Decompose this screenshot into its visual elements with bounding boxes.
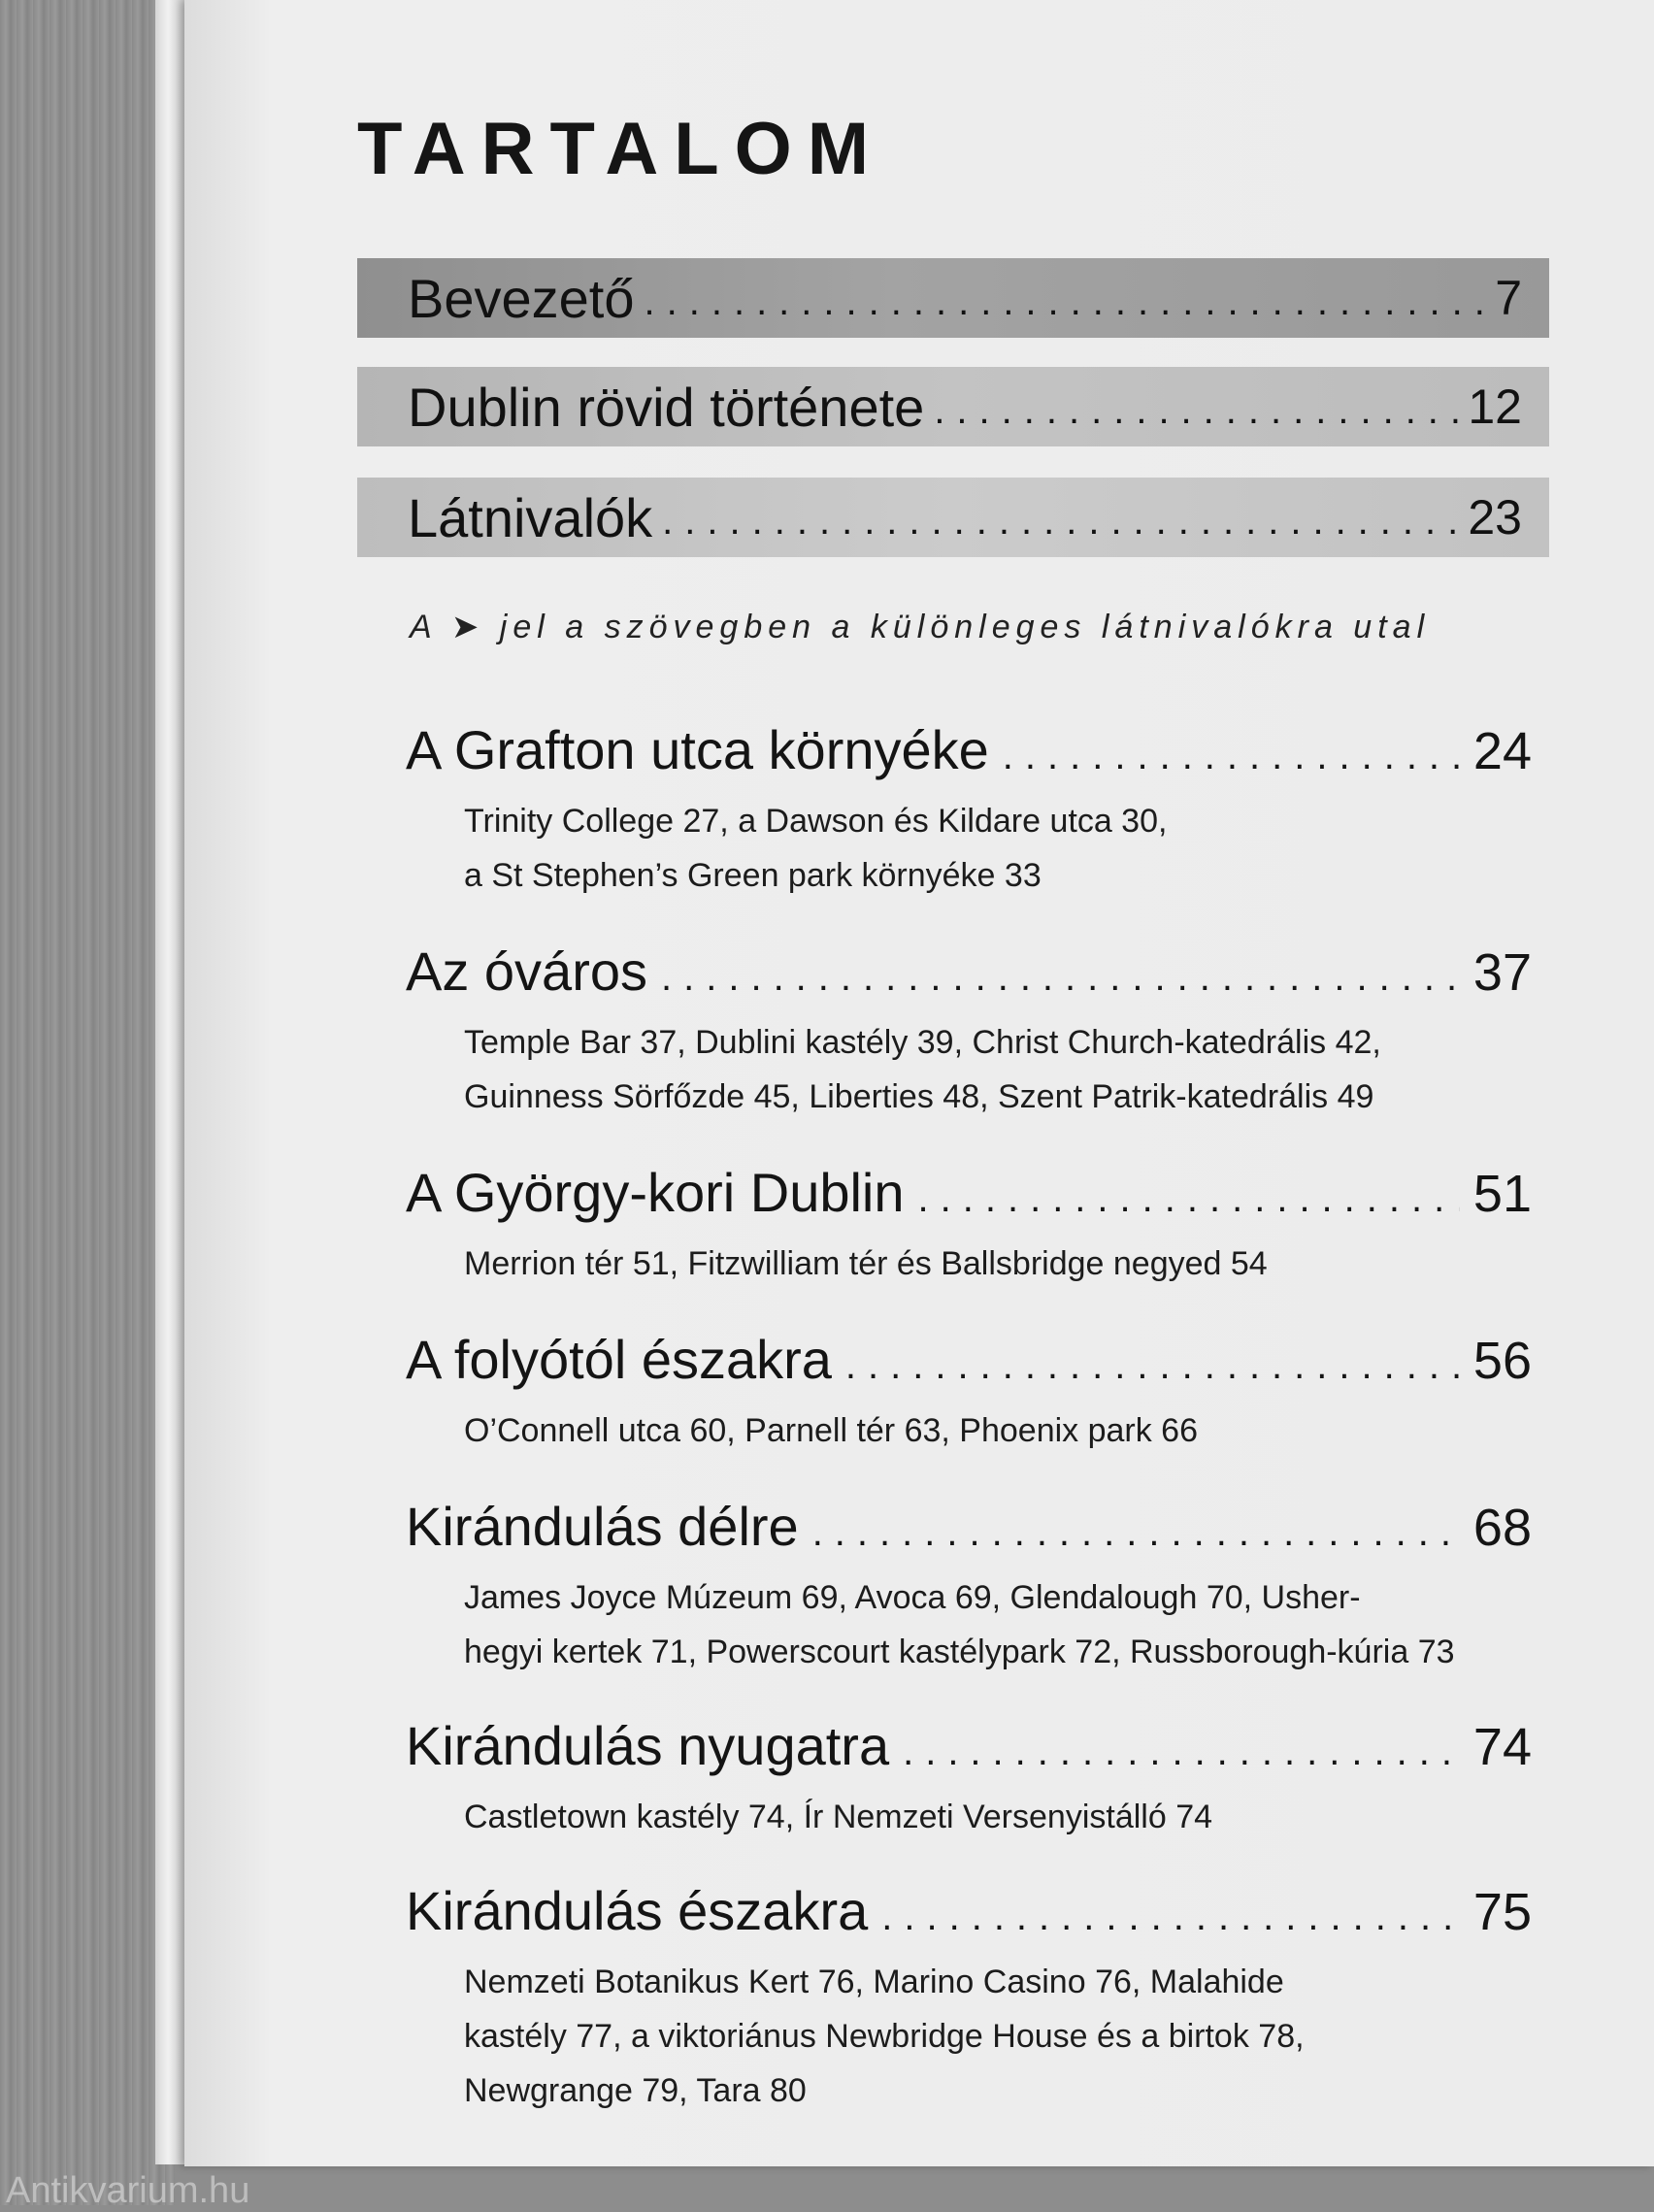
- section-label: Kirándulás északra: [406, 1880, 869, 1941]
- dot-leader: [645, 281, 1486, 338]
- subsection-line: Trinity College 27, a Dawson és Kildare utca 30,: [464, 803, 1168, 840]
- section-label: A folyótól északra: [406, 1329, 832, 1390]
- symbol-note: A ➤ jel a szövegben a különleges látnivalókra utal: [410, 609, 1431, 645]
- dot-leader: [1003, 735, 1460, 778]
- toc-section[interactable]: [406, 1161, 1532, 1291]
- entry-label: Bevezető: [408, 267, 635, 329]
- section-page: 24: [1472, 722, 1532, 780]
- subsection-line: Nemzeti Botanikus Kert 76, Marino Casino 76, Malahide: [464, 1964, 1284, 2000]
- dot-leader: [881, 1896, 1460, 1939]
- dot-leader: [812, 1511, 1460, 1555]
- entry-label: Dublin rövid története: [408, 376, 925, 438]
- dot-leader: [918, 1177, 1460, 1221]
- toc-section[interactable]: [406, 1328, 1532, 1458]
- subsection-line: Newgrange 79, Tara 80: [464, 2072, 807, 2109]
- book-page: [184, 0, 1654, 2166]
- subsection-line: James Joyce Múzeum 69, Avoca 69, Glendalough 70, Usher-: [464, 1579, 1361, 1616]
- subsection-line: hegyi kertek 71, Powerscourt kastélypark 72, Russborough-kúria 73: [464, 1634, 1455, 1670]
- toc-highlight-entry[interactable]: [357, 258, 1549, 338]
- subsection-line: Castletown kastély 74, Ír Nemzeti Versenyistálló 74: [464, 1799, 1213, 1835]
- entry-page: 12: [1468, 380, 1522, 434]
- section-label: Kirándulás nyugatra: [406, 1715, 890, 1776]
- section-page: 56: [1472, 1332, 1532, 1390]
- dot-leader: [845, 1344, 1460, 1388]
- dot-leader: [662, 500, 1458, 557]
- background-surface: [0, 0, 175, 2205]
- toc-section[interactable]: [406, 1714, 1532, 1844]
- toc-section[interactable]: [406, 1879, 1532, 2118]
- toc-highlight-entry[interactable]: [357, 367, 1549, 446]
- book-spine: [155, 0, 188, 2164]
- section-page: 75: [1472, 1883, 1532, 1941]
- section-label: A György-kori Dublin: [406, 1162, 905, 1223]
- section-label: A Grafton utca környéke: [406, 719, 989, 780]
- page-title: TARTALOM: [357, 108, 885, 190]
- dot-leader: [934, 389, 1458, 446]
- subsection-line: a St Stephen’s Green park környéke 33: [464, 857, 1042, 894]
- watermark: Antikvarium.hu: [6, 2170, 250, 2211]
- section-page: 51: [1472, 1165, 1532, 1223]
- section-page: 68: [1472, 1499, 1532, 1557]
- subsection-line: Guinness Sörfőzde 45, Liberties 48, Szent Patrik-katedrális 49: [464, 1078, 1374, 1115]
- toc-section[interactable]: [406, 718, 1532, 903]
- toc-section[interactable]: [406, 1495, 1532, 1679]
- toc-section[interactable]: [406, 940, 1532, 1124]
- entry-label: Látnivalók: [408, 486, 653, 548]
- entry-page: 23: [1468, 490, 1522, 545]
- subsection-line: Merrion tér 51, Fitzwilliam tér és Ballsbridge negyed 54: [464, 1245, 1268, 1282]
- dot-leader: [903, 1731, 1460, 1774]
- section-label: Az óváros: [406, 941, 647, 1002]
- entry-page: 7: [1495, 271, 1522, 325]
- section-page: 74: [1472, 1718, 1532, 1776]
- section-page: 37: [1472, 943, 1532, 1002]
- toc-highlight-entry[interactable]: [357, 478, 1549, 557]
- subsection-line: kastély 77, a viktoriánus Newbridge House és a birtok 78,: [464, 2018, 1305, 2055]
- subsection-line: O’Connell utca 60, Parnell tér 63, Phoenix park 66: [464, 1412, 1199, 1449]
- subsection-line: Temple Bar 37, Dublini kastély 39, Christ Church-katedrális 42,: [464, 1024, 1381, 1061]
- section-label: Kirándulás délre: [406, 1496, 799, 1557]
- dot-leader: [661, 956, 1460, 1000]
